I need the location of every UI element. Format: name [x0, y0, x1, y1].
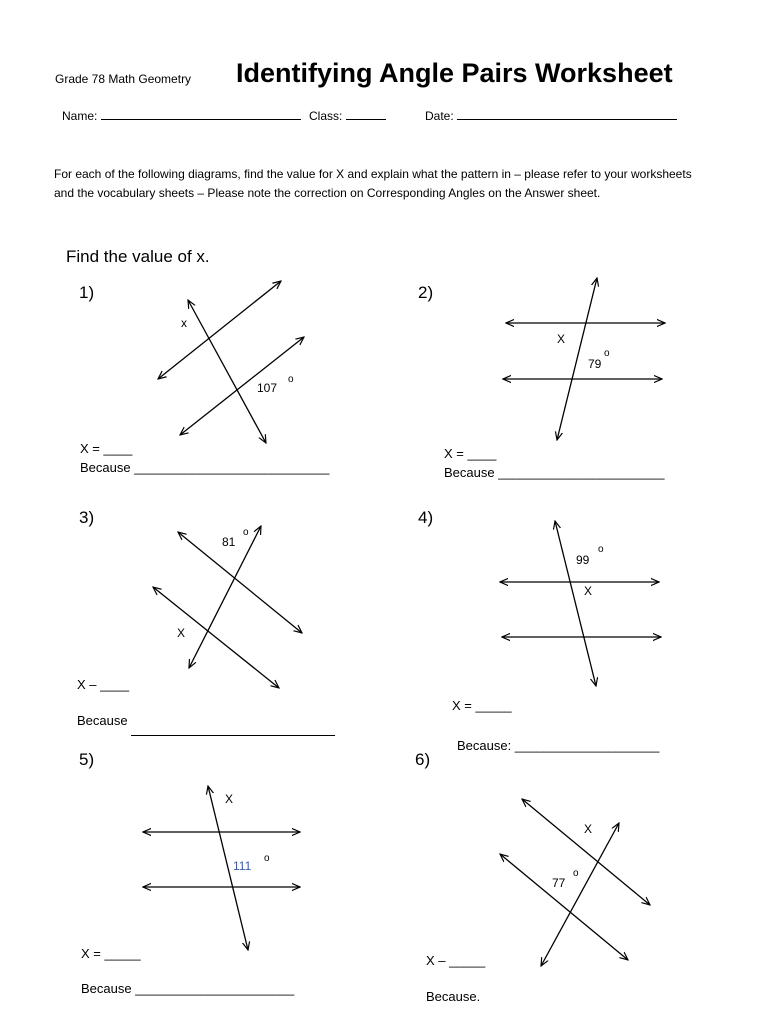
problem-6-x-label: X: [584, 822, 593, 836]
diagram-2: [503, 278, 665, 440]
problem-6-degree: o: [573, 868, 579, 879]
problem-5-number: 5): [79, 750, 95, 769]
problem-6-number: 6): [415, 750, 431, 769]
problem-2-because[interactable]: Because _______________________: [444, 465, 665, 480]
problem-4-angle: 99: [576, 553, 590, 567]
problem-3-x-label: X: [177, 626, 186, 640]
problem-2-answer[interactable]: X = ____: [444, 446, 497, 461]
problem-4-answer[interactable]: X = _____: [452, 698, 512, 713]
problem-5-angle: 111: [233, 859, 252, 873]
problem-2-x-label: X: [557, 332, 566, 346]
problem-5-answer[interactable]: X = _____: [81, 946, 141, 961]
diagram-3: [153, 526, 302, 688]
problem-1-number: 1): [79, 283, 95, 302]
problem-1-because[interactable]: Because ___________________________: [80, 460, 330, 475]
problem-1-degree: o: [288, 374, 294, 385]
diagram-5: [143, 786, 300, 950]
problem-2-degree: o: [604, 348, 610, 359]
problem-3-because-line[interactable]: [131, 735, 335, 736]
problem-3-angle: 81: [222, 535, 236, 549]
name-label: Name:: [62, 109, 98, 123]
problem-3-answer[interactable]: X – ____: [77, 677, 130, 692]
date-label: Date:: [425, 109, 454, 123]
problem-4-number: 4): [418, 508, 434, 527]
problem-3-degree: o: [243, 527, 249, 538]
find-prompt: Find the value of x.: [66, 247, 210, 266]
problem-3-number: 3): [79, 508, 95, 527]
problem-3-because[interactable]: Because: [77, 713, 128, 728]
problem-2-angle: 79: [588, 357, 602, 371]
problem-6-angle: 77: [552, 876, 566, 890]
problem-2-number: 2): [418, 283, 434, 302]
problem-5-degree: o: [264, 853, 270, 864]
problem-4-degree: o: [598, 544, 604, 555]
instructions: For each of the following diagrams, find the value for X and explain what the pattern in – please refer to your worksheets and the vocabulary sheets – Please note the correction on Corresponding Angles on the Answer sheet.: [54, 167, 692, 200]
problem-5-x-label: X: [225, 792, 234, 806]
problem-6-answer[interactable]: X – _____: [426, 953, 486, 968]
problem-1-answer[interactable]: X = ____: [80, 441, 133, 456]
diagram-4: [500, 521, 661, 686]
problem-1-x-label: x: [181, 316, 187, 330]
problem-6-because[interactable]: Because.: [426, 989, 481, 1004]
problem-1-angle: 107: [257, 381, 278, 395]
worksheet-title: Identifying Angle Pairs Worksheet: [236, 58, 673, 88]
problem-5-because[interactable]: Because ______________________: [81, 981, 295, 996]
diagram-6: [500, 799, 650, 966]
grade-label: Grade 78 Math Geometry: [55, 72, 192, 86]
problem-4-x-label: X: [584, 584, 593, 598]
problem-4-because[interactable]: Because: ____________________: [457, 738, 660, 753]
diagram-1: [158, 281, 304, 443]
class-label: Class:: [309, 109, 343, 123]
